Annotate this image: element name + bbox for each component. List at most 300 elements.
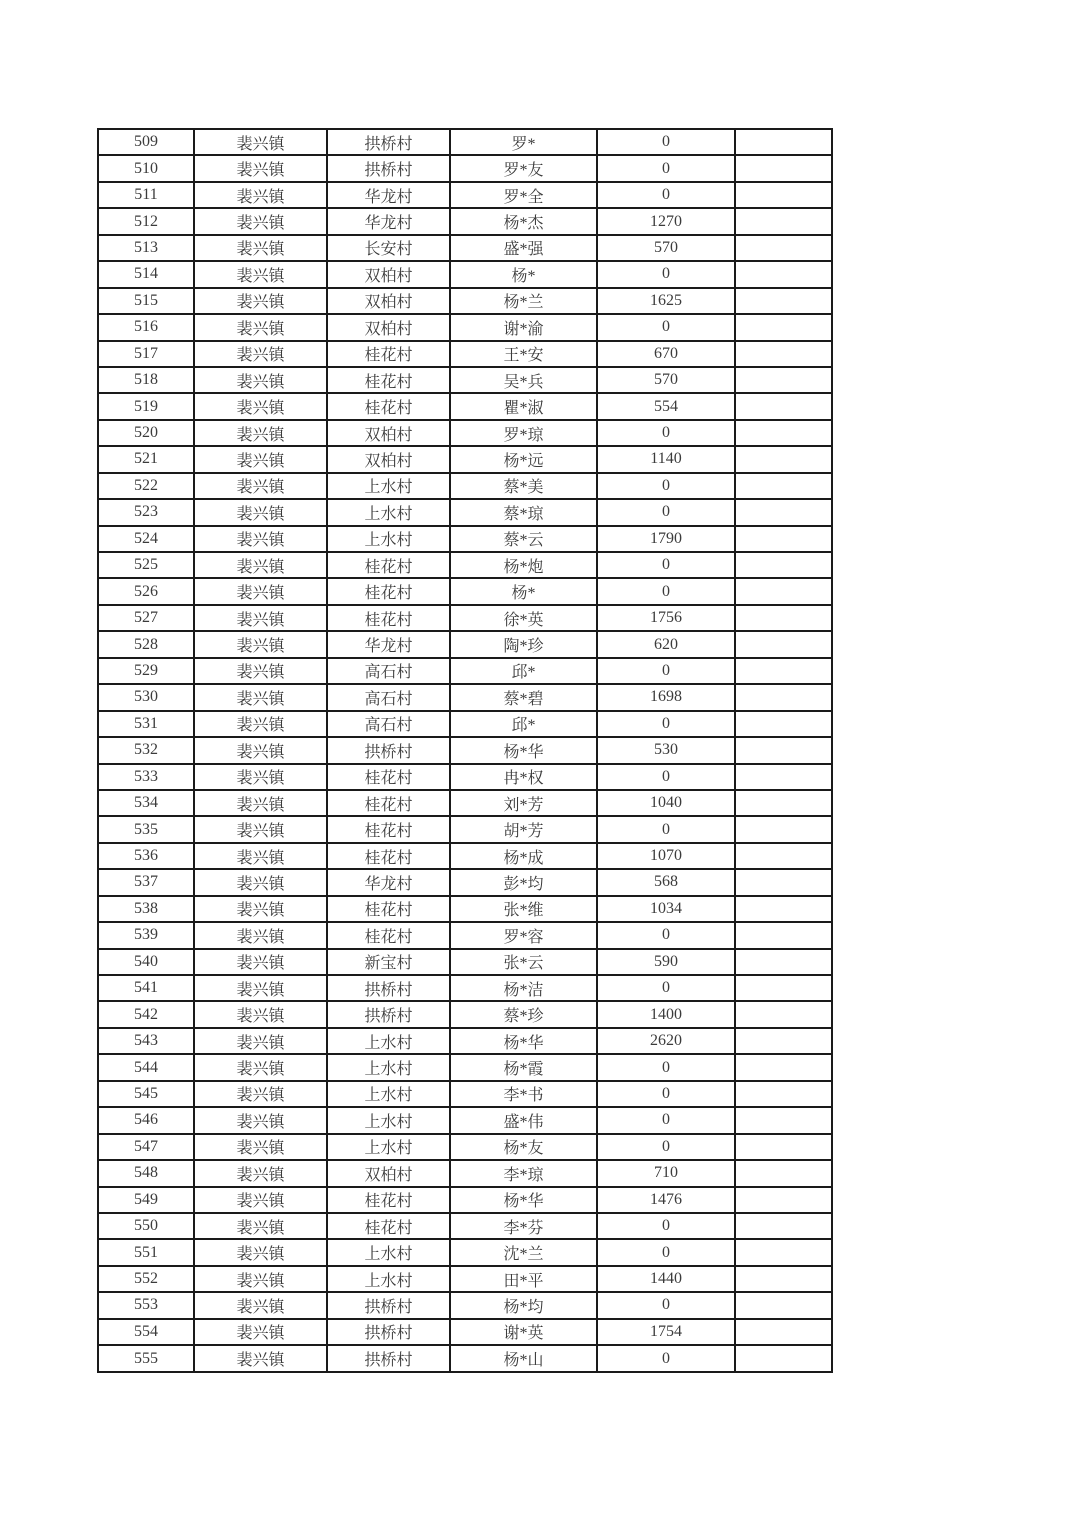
table-row — [98, 155, 832, 181]
cell-name: 罗*全 — [450, 182, 597, 208]
cell-name: 杨*炮 — [450, 552, 597, 578]
cell-name: 杨*杰 — [450, 208, 597, 234]
cell-blank — [735, 790, 832, 816]
cell-amount: 0 — [597, 499, 735, 525]
cell-index: 518 — [98, 367, 194, 393]
cell-town: 裴兴镇 — [194, 869, 327, 895]
cell-blank — [735, 1187, 832, 1213]
table-row — [98, 341, 832, 367]
cell-amount: 2620 — [597, 1028, 735, 1054]
cell-amount: 0 — [597, 129, 735, 155]
cell-village: 长安村 — [327, 235, 450, 261]
cell-town: 裴兴镇 — [194, 367, 327, 393]
cell-town: 裴兴镇 — [194, 1081, 327, 1107]
cell-blank — [735, 605, 832, 631]
cell-village: 拱桥村 — [327, 737, 450, 763]
cell-amount: 530 — [597, 737, 735, 763]
cell-blank — [735, 922, 832, 948]
table-row — [98, 711, 832, 737]
cell-village: 桂花村 — [327, 1187, 450, 1213]
cell-blank — [735, 949, 832, 975]
cell-blank — [735, 1134, 832, 1160]
cell-name: 彭*均 — [450, 869, 597, 895]
cell-amount: 1034 — [597, 896, 735, 922]
table-row — [98, 473, 832, 499]
cell-town: 裴兴镇 — [194, 896, 327, 922]
table-row — [98, 843, 832, 869]
cell-name: 杨*远 — [450, 446, 597, 472]
cell-amount: 568 — [597, 869, 735, 895]
cell-name: 罗*琼 — [450, 420, 597, 446]
table-row — [98, 922, 832, 948]
cell-amount: 570 — [597, 235, 735, 261]
table-row — [98, 288, 832, 314]
cell-village: 高石村 — [327, 684, 450, 710]
cell-index: 529 — [98, 658, 194, 684]
cell-village: 拱桥村 — [327, 1319, 450, 1345]
cell-town: 裴兴镇 — [194, 1266, 327, 1292]
cell-amount: 1625 — [597, 288, 735, 314]
cell-index: 534 — [98, 790, 194, 816]
cell-name: 张*云 — [450, 949, 597, 975]
cell-town: 裴兴镇 — [194, 182, 327, 208]
cell-amount: 0 — [597, 1345, 735, 1372]
cell-village: 上水村 — [327, 1028, 450, 1054]
cell-town: 裴兴镇 — [194, 526, 327, 552]
cell-name: 胡*芳 — [450, 816, 597, 842]
cell-amount: 1698 — [597, 684, 735, 710]
cell-name: 杨*山 — [450, 1345, 597, 1372]
table-row — [98, 631, 832, 657]
cell-village: 桂花村 — [327, 552, 450, 578]
cell-index: 524 — [98, 526, 194, 552]
cell-amount: 0 — [597, 922, 735, 948]
cell-index: 520 — [98, 420, 194, 446]
cell-town: 裴兴镇 — [194, 843, 327, 869]
cell-blank — [735, 288, 832, 314]
cell-index: 542 — [98, 1001, 194, 1027]
cell-town: 裴兴镇 — [194, 737, 327, 763]
table-row — [98, 367, 832, 393]
table-row — [98, 526, 832, 552]
cell-name: 盛*伟 — [450, 1107, 597, 1133]
cell-index: 515 — [98, 288, 194, 314]
cell-town: 裴兴镇 — [194, 129, 327, 155]
cell-index: 543 — [98, 1028, 194, 1054]
cell-town: 裴兴镇 — [194, 393, 327, 419]
cell-name: 杨*成 — [450, 843, 597, 869]
cell-town: 裴兴镇 — [194, 764, 327, 790]
cell-town: 裴兴镇 — [194, 155, 327, 181]
cell-village: 双柏村 — [327, 446, 450, 472]
cell-index: 523 — [98, 499, 194, 525]
cell-town: 裴兴镇 — [194, 314, 327, 340]
cell-amount: 670 — [597, 341, 735, 367]
cell-blank — [735, 393, 832, 419]
cell-blank — [735, 631, 832, 657]
table-row — [98, 1028, 832, 1054]
cell-blank — [735, 129, 832, 155]
cell-village: 上水村 — [327, 499, 450, 525]
table-row — [98, 869, 832, 895]
cell-blank — [735, 711, 832, 737]
cell-town: 裴兴镇 — [194, 922, 327, 948]
cell-name: 蔡*云 — [450, 526, 597, 552]
cell-name: 冉*权 — [450, 764, 597, 790]
table-row — [98, 764, 832, 790]
cell-name: 罗*容 — [450, 922, 597, 948]
cell-blank — [735, 1160, 832, 1186]
cell-amount: 1400 — [597, 1001, 735, 1027]
cell-blank — [735, 314, 832, 340]
cell-town: 裴兴镇 — [194, 1134, 327, 1160]
cell-amount: 0 — [597, 1107, 735, 1133]
cell-index: 528 — [98, 631, 194, 657]
cell-index: 553 — [98, 1292, 194, 1318]
cell-name: 杨*华 — [450, 1028, 597, 1054]
cell-name: 沈*兰 — [450, 1239, 597, 1265]
cell-amount: 0 — [597, 658, 735, 684]
cell-index: 510 — [98, 155, 194, 181]
cell-blank — [735, 578, 832, 604]
cell-name: 刘*芳 — [450, 790, 597, 816]
cell-town: 裴兴镇 — [194, 1213, 327, 1239]
cell-index: 547 — [98, 1134, 194, 1160]
cell-name: 杨* — [450, 578, 597, 604]
cell-name: 蔡*珍 — [450, 1001, 597, 1027]
cell-amount: 0 — [597, 1134, 735, 1160]
data-table — [97, 128, 833, 1373]
cell-village: 上水村 — [327, 1266, 450, 1292]
cell-blank — [735, 235, 832, 261]
cell-amount: 0 — [597, 420, 735, 446]
cell-index: 552 — [98, 1266, 194, 1292]
cell-village: 华龙村 — [327, 869, 450, 895]
cell-village: 上水村 — [327, 526, 450, 552]
cell-name: 杨*华 — [450, 1187, 597, 1213]
cell-amount: 0 — [597, 711, 735, 737]
cell-village: 双柏村 — [327, 420, 450, 446]
cell-town: 裴兴镇 — [194, 711, 327, 737]
cell-village: 拱桥村 — [327, 1001, 450, 1027]
cell-name: 盛*强 — [450, 235, 597, 261]
cell-index: 511 — [98, 182, 194, 208]
cell-index: 548 — [98, 1160, 194, 1186]
table-row — [98, 499, 832, 525]
table-row — [98, 1054, 832, 1080]
cell-blank — [735, 1001, 832, 1027]
cell-index: 516 — [98, 314, 194, 340]
cell-name: 蔡*美 — [450, 473, 597, 499]
cell-town: 裴兴镇 — [194, 1160, 327, 1186]
cell-name: 徐*英 — [450, 605, 597, 631]
cell-index: 540 — [98, 949, 194, 975]
cell-village: 桂花村 — [327, 393, 450, 419]
cell-blank — [735, 499, 832, 525]
cell-blank — [735, 1292, 832, 1318]
cell-index: 554 — [98, 1319, 194, 1345]
cell-village: 桂花村 — [327, 1213, 450, 1239]
cell-town: 裴兴镇 — [194, 631, 327, 657]
cell-blank — [735, 1266, 832, 1292]
cell-amount: 0 — [597, 261, 735, 287]
table-row — [98, 790, 832, 816]
cell-index: 527 — [98, 605, 194, 631]
cell-name: 李*琼 — [450, 1160, 597, 1186]
cell-amount: 1756 — [597, 605, 735, 631]
table-row — [98, 314, 832, 340]
cell-blank — [735, 552, 832, 578]
table-row — [98, 1001, 832, 1027]
cell-village: 桂花村 — [327, 843, 450, 869]
cell-village: 上水村 — [327, 1107, 450, 1133]
cell-name: 罗*友 — [450, 155, 597, 181]
cell-name: 谢*英 — [450, 1319, 597, 1345]
cell-town: 裴兴镇 — [194, 261, 327, 287]
table-row — [98, 1187, 832, 1213]
cell-amount: 0 — [597, 1239, 735, 1265]
cell-name: 邱* — [450, 658, 597, 684]
cell-town: 裴兴镇 — [194, 1319, 327, 1345]
cell-village: 桂花村 — [327, 578, 450, 604]
cell-town: 裴兴镇 — [194, 1345, 327, 1372]
cell-village: 新宝村 — [327, 949, 450, 975]
cell-name: 杨*均 — [450, 1292, 597, 1318]
cell-index: 530 — [98, 684, 194, 710]
cell-amount: 1140 — [597, 446, 735, 472]
cell-blank — [735, 446, 832, 472]
cell-name: 张*维 — [450, 896, 597, 922]
cell-village: 桂花村 — [327, 605, 450, 631]
cell-town: 裴兴镇 — [194, 473, 327, 499]
cell-name: 杨*霞 — [450, 1054, 597, 1080]
cell-village: 华龙村 — [327, 208, 450, 234]
cell-village: 桂花村 — [327, 922, 450, 948]
cell-town: 裴兴镇 — [194, 499, 327, 525]
cell-blank — [735, 1345, 832, 1372]
cell-name: 李*书 — [450, 1081, 597, 1107]
cell-town: 裴兴镇 — [194, 949, 327, 975]
cell-name: 邱* — [450, 711, 597, 737]
cell-amount: 0 — [597, 473, 735, 499]
cell-amount: 1440 — [597, 1266, 735, 1292]
cell-village: 上水村 — [327, 1134, 450, 1160]
cell-amount: 0 — [597, 1213, 735, 1239]
cell-blank — [735, 869, 832, 895]
cell-town: 裴兴镇 — [194, 790, 327, 816]
cell-village: 拱桥村 — [327, 155, 450, 181]
cell-amount: 710 — [597, 1160, 735, 1186]
cell-village: 桂花村 — [327, 896, 450, 922]
cell-village: 上水村 — [327, 473, 450, 499]
cell-town: 裴兴镇 — [194, 1028, 327, 1054]
cell-blank — [735, 526, 832, 552]
cell-index: 537 — [98, 869, 194, 895]
cell-index: 546 — [98, 1107, 194, 1133]
cell-blank — [735, 816, 832, 842]
cell-amount: 0 — [597, 816, 735, 842]
table-row — [98, 605, 832, 631]
cell-name: 谢*渝 — [450, 314, 597, 340]
table-row — [98, 235, 832, 261]
cell-amount: 570 — [597, 367, 735, 393]
cell-name: 瞿*淑 — [450, 393, 597, 419]
cell-blank — [735, 155, 832, 181]
cell-name: 杨*华 — [450, 737, 597, 763]
cell-village: 高石村 — [327, 711, 450, 737]
cell-village: 双柏村 — [327, 261, 450, 287]
cell-index: 545 — [98, 1081, 194, 1107]
cell-name: 田*平 — [450, 1266, 597, 1292]
table-row — [98, 1292, 832, 1318]
table-row — [98, 816, 832, 842]
cell-amount: 1754 — [597, 1319, 735, 1345]
cell-amount: 0 — [597, 764, 735, 790]
cell-village: 桂花村 — [327, 367, 450, 393]
cell-index: 531 — [98, 711, 194, 737]
cell-blank — [735, 473, 832, 499]
table-row — [98, 552, 832, 578]
cell-town: 裴兴镇 — [194, 1239, 327, 1265]
cell-town: 裴兴镇 — [194, 1187, 327, 1213]
cell-town: 裴兴镇 — [194, 288, 327, 314]
cell-amount: 0 — [597, 578, 735, 604]
cell-blank — [735, 261, 832, 287]
cell-amount: 1790 — [597, 526, 735, 552]
cell-name: 李*芬 — [450, 1213, 597, 1239]
cell-name: 陶*珍 — [450, 631, 597, 657]
table-row — [98, 578, 832, 604]
table-row — [98, 896, 832, 922]
cell-amount: 0 — [597, 975, 735, 1001]
cell-town: 裴兴镇 — [194, 420, 327, 446]
table-row — [98, 420, 832, 446]
cell-village: 桂花村 — [327, 790, 450, 816]
table-row — [98, 975, 832, 1001]
cell-town: 裴兴镇 — [194, 1054, 327, 1080]
cell-village: 桂花村 — [327, 816, 450, 842]
cell-amount: 0 — [597, 155, 735, 181]
cell-blank — [735, 420, 832, 446]
cell-index: 550 — [98, 1213, 194, 1239]
cell-amount: 0 — [597, 182, 735, 208]
table-body — [98, 129, 832, 1372]
cell-village: 桂花村 — [327, 341, 450, 367]
cell-index: 513 — [98, 235, 194, 261]
table-row — [98, 1081, 832, 1107]
cell-index: 539 — [98, 922, 194, 948]
cell-name: 杨*友 — [450, 1134, 597, 1160]
table-row — [98, 1319, 832, 1345]
cell-town: 裴兴镇 — [194, 341, 327, 367]
cell-blank — [735, 1319, 832, 1345]
cell-village: 拱桥村 — [327, 1345, 450, 1372]
table-row — [98, 1239, 832, 1265]
cell-village: 拱桥村 — [327, 1292, 450, 1318]
cell-index: 532 — [98, 737, 194, 763]
table-row — [98, 208, 832, 234]
cell-town: 裴兴镇 — [194, 446, 327, 472]
cell-amount: 554 — [597, 393, 735, 419]
cell-town: 裴兴镇 — [194, 1001, 327, 1027]
cell-blank — [735, 1107, 832, 1133]
cell-amount: 1040 — [597, 790, 735, 816]
cell-village: 上水村 — [327, 1081, 450, 1107]
cell-town: 裴兴镇 — [194, 975, 327, 1001]
cell-blank — [735, 341, 832, 367]
cell-blank — [735, 1081, 832, 1107]
cell-town: 裴兴镇 — [194, 658, 327, 684]
cell-amount: 1476 — [597, 1187, 735, 1213]
table-row — [98, 1345, 832, 1372]
table-row — [98, 393, 832, 419]
cell-amount: 590 — [597, 949, 735, 975]
cell-amount: 0 — [597, 1081, 735, 1107]
table-row — [98, 1107, 832, 1133]
cell-blank — [735, 764, 832, 790]
table-row — [98, 1266, 832, 1292]
cell-index: 512 — [98, 208, 194, 234]
table-row — [98, 1134, 832, 1160]
table-row — [98, 658, 832, 684]
cell-blank — [735, 1213, 832, 1239]
table-row — [98, 737, 832, 763]
cell-index: 555 — [98, 1345, 194, 1372]
cell-blank — [735, 975, 832, 1001]
cell-name: 吴*兵 — [450, 367, 597, 393]
cell-village: 双柏村 — [327, 314, 450, 340]
cell-blank — [735, 684, 832, 710]
cell-blank — [735, 658, 832, 684]
cell-village: 华龙村 — [327, 182, 450, 208]
table-row — [98, 684, 832, 710]
table-row — [98, 949, 832, 975]
cell-name: 王*安 — [450, 341, 597, 367]
cell-blank — [735, 896, 832, 922]
cell-index: 522 — [98, 473, 194, 499]
cell-blank — [735, 843, 832, 869]
cell-name: 杨* — [450, 261, 597, 287]
cell-town: 裴兴镇 — [194, 605, 327, 631]
cell-index: 519 — [98, 393, 194, 419]
cell-amount: 1270 — [597, 208, 735, 234]
cell-name: 蔡*琼 — [450, 499, 597, 525]
table-row — [98, 446, 832, 472]
cell-village: 华龙村 — [327, 631, 450, 657]
cell-blank — [735, 1239, 832, 1265]
cell-village: 双柏村 — [327, 288, 450, 314]
cell-blank — [735, 1054, 832, 1080]
cell-village: 拱桥村 — [327, 975, 450, 1001]
cell-town: 裴兴镇 — [194, 235, 327, 261]
cell-amount: 0 — [597, 552, 735, 578]
cell-index: 526 — [98, 578, 194, 604]
cell-town: 裴兴镇 — [194, 816, 327, 842]
cell-village: 桂花村 — [327, 764, 450, 790]
cell-town: 裴兴镇 — [194, 552, 327, 578]
cell-village: 高石村 — [327, 658, 450, 684]
table-row — [98, 1213, 832, 1239]
cell-index: 544 — [98, 1054, 194, 1080]
cell-index: 525 — [98, 552, 194, 578]
cell-name: 杨*洁 — [450, 975, 597, 1001]
cell-town: 裴兴镇 — [194, 684, 327, 710]
cell-blank — [735, 208, 832, 234]
cell-amount: 1070 — [597, 843, 735, 869]
table-row — [98, 1160, 832, 1186]
cell-name: 杨*兰 — [450, 288, 597, 314]
cell-amount: 0 — [597, 314, 735, 340]
